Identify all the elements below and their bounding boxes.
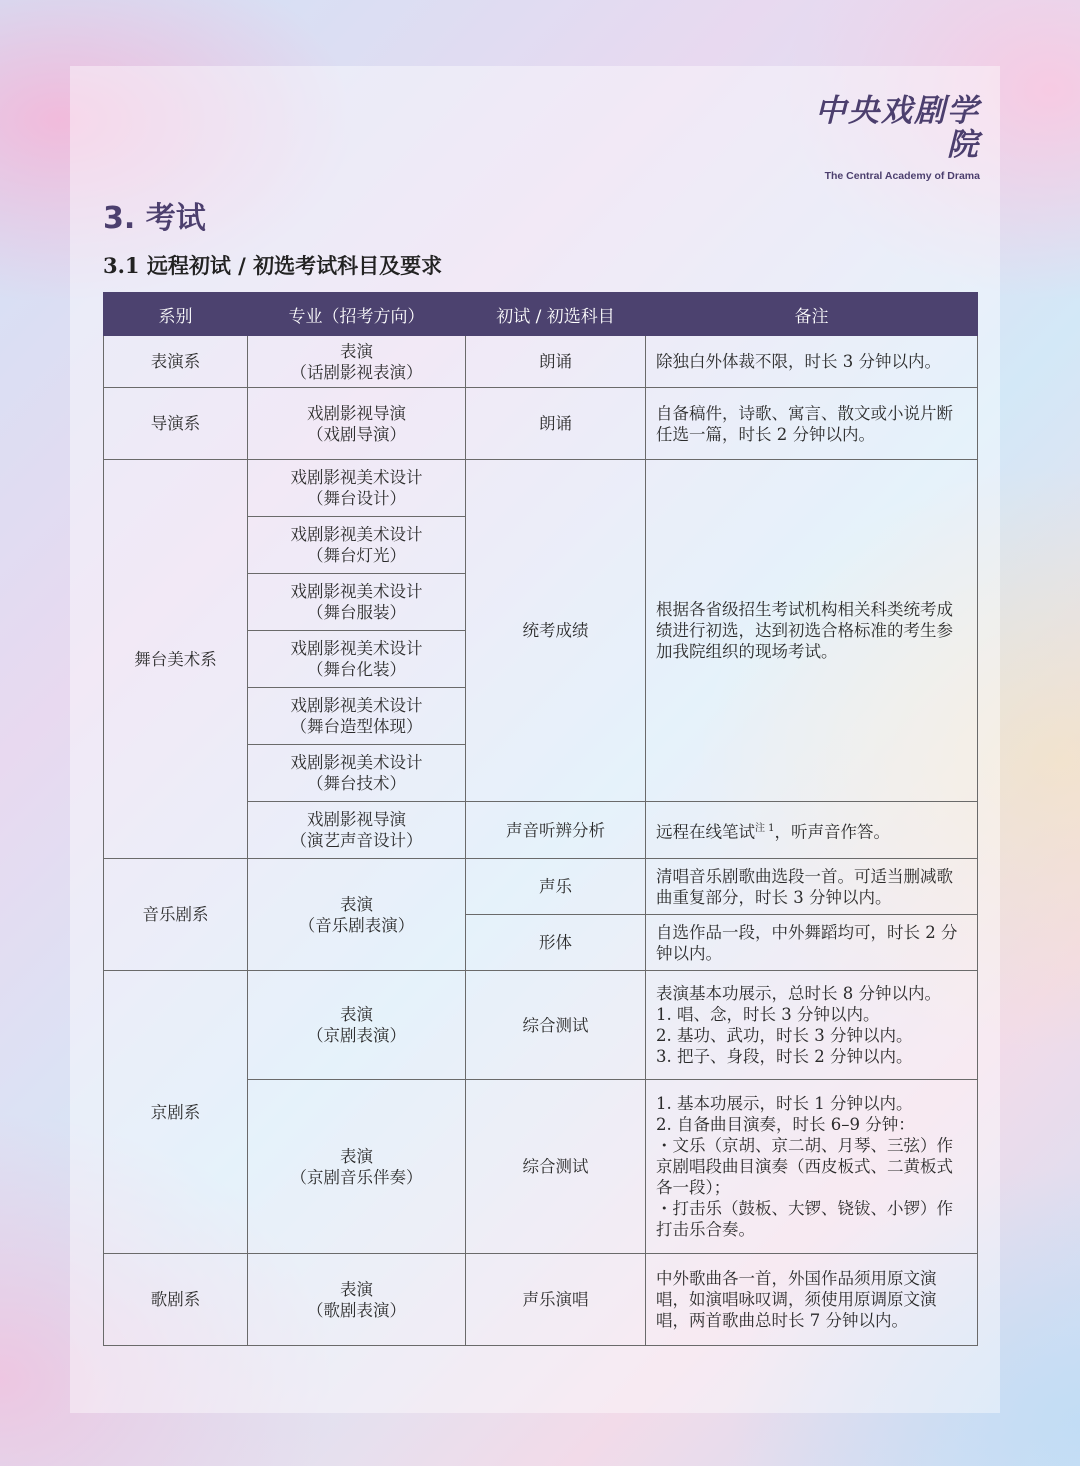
subject-cell: 朗诵 [466, 336, 646, 388]
header-notes: 备注 [646, 293, 978, 336]
subject-cell: 统考成绩 [466, 460, 646, 802]
major-name: 戏剧影视美术设计 [290, 468, 423, 487]
major-name: 表演 [340, 341, 373, 361]
major-direction: （歌剧表演） [307, 1300, 406, 1320]
major-name: 戏剧影视美术设计 [290, 753, 423, 772]
note-line: 3. 把子、身段，时长 2 分钟以内。 [656, 1047, 913, 1066]
major-direction: （话剧影视表演） [290, 362, 423, 382]
major-cell [248, 859, 466, 971]
major-cell [248, 1080, 466, 1254]
major-cell [248, 1254, 466, 1346]
note-line: 表演基本功展示，总时长 8 分钟以内。 [656, 984, 941, 1003]
major-cell [248, 336, 466, 388]
major-direction: （演艺声音设计） [290, 831, 423, 850]
major-direction: （舞台化装） [307, 660, 406, 679]
major-direction: （舞台服装） [307, 603, 406, 622]
dept-cell: 舞台美术系 [104, 460, 248, 859]
note-cell [646, 802, 978, 859]
note-line: 2. 自备曲目演奏，时长 6–9 分钟： [656, 1115, 915, 1134]
note-cell: 中外歌曲各一首，外国作品须用原文演唱，如演唱咏叹调，须使用原调原文演唱，两首歌曲总时长 7 分钟以内。 [646, 1254, 978, 1346]
table-row [104, 1254, 978, 1346]
major-name: 戏剧影视美术设计 [290, 582, 423, 601]
dept-cell: 表演系 [104, 336, 248, 388]
major-name: 表演 [340, 894, 373, 914]
table-row [104, 336, 978, 388]
major-direction: （舞台设计） [307, 489, 406, 508]
major-name: 戏剧影视美术设计 [290, 639, 423, 658]
subject-cell: 声乐演唱 [466, 1254, 646, 1346]
note-text: 远程在线笔试 [656, 822, 755, 842]
note-line: 2. 基功、武功，时长 3 分钟以内。 [656, 1026, 913, 1045]
major-direction: （戏剧导演） [307, 424, 406, 444]
subject-cell: 声乐 [466, 859, 646, 915]
major-name: 戏剧影视导演 [307, 403, 406, 423]
note-line: 1. 唱、念，时长 3 分钟以内。 [656, 1005, 880, 1024]
dept-cell: 歌剧系 [104, 1254, 248, 1346]
note-line: ・文乐（京胡、京二胡、月琴、三弦）作京剧唱段曲目演奏（西皮板式、二黄板式各一段）； [656, 1136, 953, 1197]
major-cell [248, 517, 466, 574]
exam-subjects-table [103, 292, 978, 1346]
table-row [104, 971, 978, 1080]
major-cell [248, 802, 466, 859]
major-name: 戏剧影视美术设计 [290, 525, 423, 544]
logo-english: The Central Academy of Drama [824, 170, 980, 182]
major-direction: （舞台灯光） [307, 546, 406, 565]
section-heading: 3. 考试 [103, 201, 206, 236]
major-cell [248, 745, 466, 802]
major-cell [248, 688, 466, 745]
note-text: ，听声音作答。 [774, 822, 891, 842]
major-cell [248, 460, 466, 517]
major-cell [248, 631, 466, 688]
major-cell [248, 971, 466, 1080]
major-direction: （音乐剧表演） [298, 915, 415, 935]
subject-cell: 综合测试 [466, 971, 646, 1080]
note-line: ・打击乐（鼓板、大锣、铙钹、小锣）作打击乐合奏。 [656, 1199, 953, 1239]
header-department: 系别 [104, 293, 248, 336]
footnote-marker: 注 1 [755, 822, 775, 834]
table-row [104, 859, 978, 915]
dept-cell: 音乐剧系 [104, 859, 248, 971]
table-header-row [104, 293, 978, 336]
note-cell: 根据各省级招生考试机构相关科类统考成绩进行初选，达到初选合格标准的考生参加我院组织的现场考试。 [646, 460, 978, 802]
subject-cell: 声音听辨分析 [466, 802, 646, 859]
major-direction: （舞台技术） [307, 774, 406, 793]
note-cell [646, 1080, 978, 1254]
note-cell: 除独白外体裁不限，时长 3 分钟以内。 [646, 336, 978, 388]
table-row [104, 388, 978, 460]
subject-cell: 综合测试 [466, 1080, 646, 1254]
major-name: 戏剧影视美术设计 [290, 696, 423, 715]
logo-chinese: 中央戏剧学院 [815, 93, 980, 163]
note-cell: 自备稿件，诗歌、寓言、散文或小说片断任选一篇，时长 2 分钟以内。 [646, 388, 978, 460]
major-direction: （京剧音乐伴奏） [290, 1167, 423, 1187]
subject-cell: 形体 [466, 915, 646, 971]
subject-cell: 朗诵 [466, 388, 646, 460]
dept-cell: 导演系 [104, 388, 248, 460]
major-direction: （京剧表演） [307, 1026, 406, 1045]
major-name: 表演 [340, 1146, 373, 1166]
major-cell [248, 574, 466, 631]
subsection-heading: 3.1 远程初试 / 初选考试科目及要求 [103, 253, 443, 278]
table-row [104, 460, 978, 517]
header-major: 专业（招考方向） [248, 293, 466, 336]
academy-logo [808, 93, 980, 182]
header-subject: 初试 / 初选科目 [466, 293, 646, 336]
note-cell: 清唱音乐剧歌曲选段一首。可适当删减歌曲重复部分，时长 3 分钟以内。 [646, 859, 978, 915]
note-cell [646, 971, 978, 1080]
major-cell [248, 388, 466, 460]
major-name: 戏剧影视导演 [307, 810, 406, 829]
note-cell: 自选作品一段，中外舞蹈均可，时长 2 分钟以内。 [646, 915, 978, 971]
note-line: 1. 基本功展示，时长 1 分钟以内。 [656, 1094, 913, 1113]
dept-cell: 京剧系 [104, 971, 248, 1254]
major-name: 表演 [340, 1005, 373, 1024]
major-name: 表演 [340, 1279, 373, 1299]
major-direction: （舞台造型体现） [290, 717, 423, 736]
